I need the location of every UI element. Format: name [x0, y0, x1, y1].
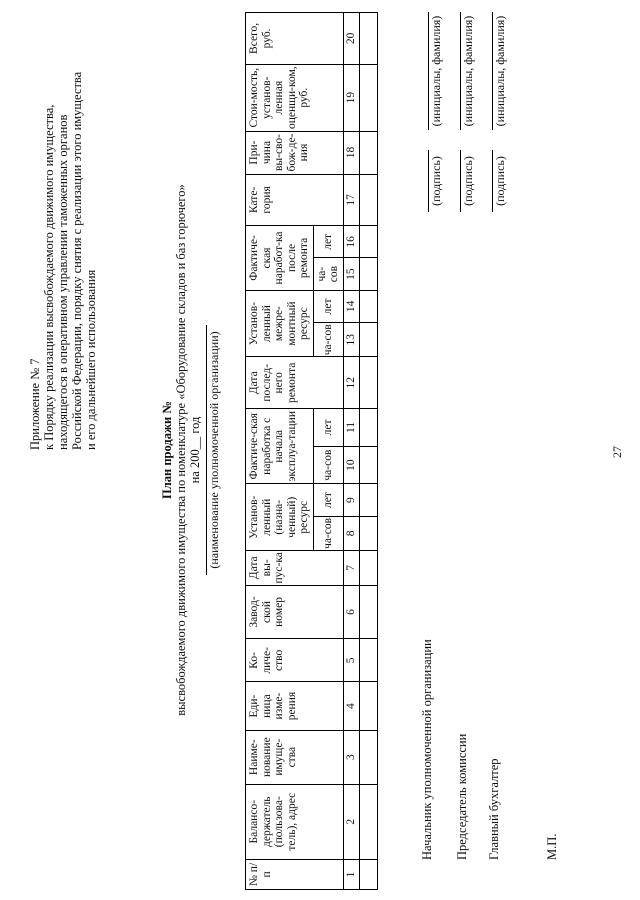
signature-field: [460, 150, 476, 212]
appendix-text: к Порядку реализации высвобождаемого движимого имущества, находящегося в оперативном управлении таможенных органов Российской Федерации, порядку снятия с реализации этого имущества и его дальнейшего использования: [42, 71, 98, 450]
org-caption: (наименование уполномоченной организации): [206, 325, 221, 575]
stamp-mark: М.П.: [545, 833, 559, 860]
signer-chair-label: Председатель комиссии: [455, 733, 469, 860]
column-number: 5: [343, 639, 359, 682]
header-release-date: Дата вы-пус-ка: [246, 551, 344, 585]
header-quantity: Ко-личе-ство: [246, 639, 344, 682]
appendix-note: [28, 70, 98, 450]
initials-field: [460, 12, 476, 130]
header-last-repair: Дата послед-него ремонта: [246, 357, 344, 409]
column-number: 20: [343, 13, 359, 65]
column-number: 4: [343, 682, 359, 730]
header-overhaul-resource: Установ-ленный межре-монтный ресурс: [246, 290, 314, 357]
signer-accountant-label: Главный бухгалтер: [487, 758, 501, 860]
initials-field: [428, 12, 444, 130]
column-number: 11: [343, 409, 359, 447]
empty-data-row: [359, 13, 377, 890]
initials-caption: (инициалы, фамилия): [492, 12, 508, 130]
column-number: 13: [343, 323, 359, 357]
column-number: 6: [343, 585, 359, 639]
plan-title: План продажи №: [160, 401, 174, 499]
plan-subtitle: высвобождаемого движимого имущества по номенклатуре «Оборудование складов и баз горючего»: [174, 184, 188, 716]
column-number: 12: [343, 357, 359, 409]
header-usage-after-repair: Фактиче-ская наработ-ка после ремонта: [246, 226, 314, 291]
subheader-years: лет: [313, 409, 343, 447]
header-release-reason: При-чина вы-сво-бож-де-ния: [246, 131, 344, 174]
column-number: 19: [343, 64, 359, 131]
header-serial: Завод-ской номер: [246, 585, 344, 639]
column-number: 17: [343, 174, 359, 226]
header-row: [246, 13, 314, 890]
subheader-hours: ча-сов: [313, 516, 343, 550]
subheader-years: лет: [313, 290, 343, 322]
title-block: [160, 0, 221, 900]
initials-caption: (инициалы, фамилия): [460, 12, 476, 130]
header-assigned-resource: Установ-ленный (назна-ченный) ресурс: [246, 484, 314, 551]
header-unit: Еди-ница изме-рения: [246, 682, 344, 730]
column-number: 10: [343, 446, 359, 484]
column-number: 14: [343, 290, 359, 322]
column-number-row: [343, 13, 359, 890]
page-number: 27: [610, 446, 624, 458]
subheader-years: лет: [313, 484, 343, 516]
signature-caption: (подпись): [460, 150, 476, 212]
signature-caption: (подпись): [428, 150, 444, 212]
subheader-years: лет: [313, 226, 343, 258]
header-category: Кате-гория: [246, 174, 344, 226]
signature-field: [428, 150, 444, 212]
column-number: 7: [343, 551, 359, 585]
header-actual-usage: Фактиче-ская наработка с начала эксплуа-тации: [246, 409, 314, 484]
plan-year: на 200__ год: [188, 416, 202, 484]
header-total: Всего, руб.: [246, 13, 344, 65]
appendix-heading: Приложение № 7: [28, 358, 42, 450]
signature-field: [492, 150, 508, 212]
column-number: 3: [343, 730, 359, 784]
signature-caption: (подпись): [492, 150, 508, 212]
column-number: 18: [343, 131, 359, 174]
signer-head-label: Начальник уполномоченной организации: [420, 639, 434, 860]
header-name: Наиме-нование имуще-ства: [246, 730, 344, 784]
sale-plan-table: [245, 12, 378, 890]
subheader-hours: ча-сов: [313, 258, 343, 290]
column-number: 16: [343, 226, 359, 258]
header-appraised-cost: Стои-мость, установ-ленная оценщи-ком, руб.: [246, 64, 344, 131]
header-holder: Балансо-держатель (пользова-тель), адрес: [246, 784, 344, 859]
header-num: № п/п: [246, 859, 344, 889]
column-number: 9: [343, 484, 359, 516]
column-number: 15: [343, 258, 359, 290]
column-number: 1: [343, 859, 359, 889]
column-number: 2: [343, 784, 359, 859]
subheader-hours: ча-сов: [313, 323, 343, 357]
initials-caption: (инициалы, фамилия): [428, 12, 444, 130]
initials-field: [492, 12, 508, 130]
column-number: 8: [343, 516, 359, 550]
subheader-hours: ча-сов: [313, 446, 343, 484]
